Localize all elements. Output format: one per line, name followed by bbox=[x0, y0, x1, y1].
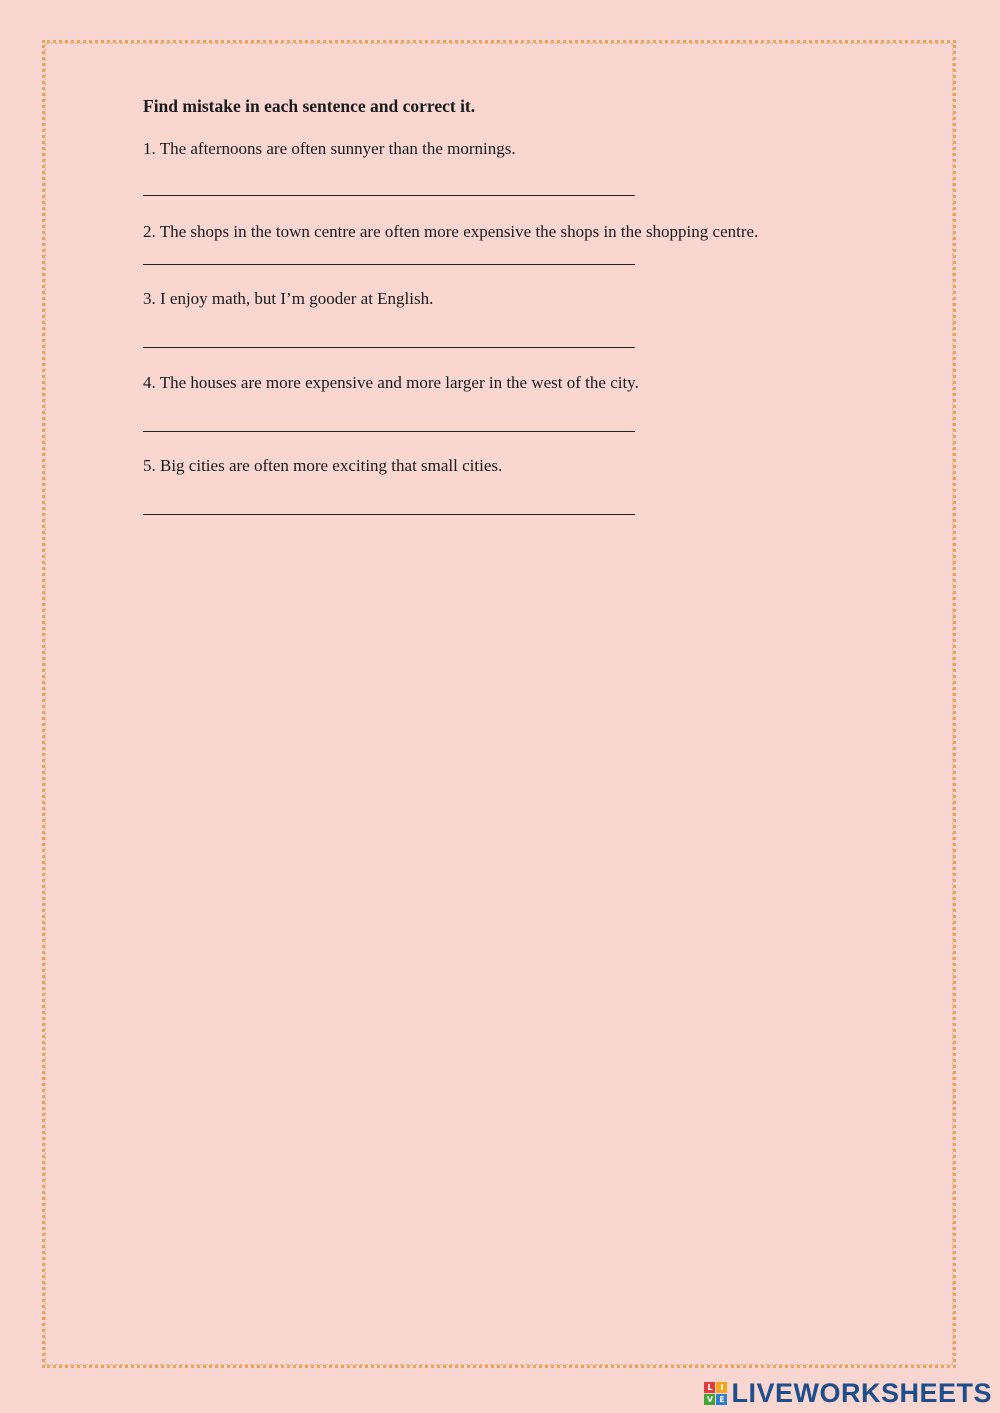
answer-line-2[interactable] bbox=[143, 264, 635, 265]
logo-letter-i: I bbox=[716, 1382, 727, 1393]
question-2: 2. The shops in the town centre are often more expensive the shops in the shopping centre. bbox=[143, 222, 759, 241]
liveworksheets-logo bbox=[704, 1378, 992, 1409]
logo-letter-l: L bbox=[704, 1382, 715, 1393]
question-1: 1. The afternoons are often sunnyer than the mornings. bbox=[143, 139, 516, 158]
question-5: 5. Big cities are often more exciting that small cities. bbox=[143, 456, 503, 475]
worksheet bbox=[143, 94, 903, 475]
answer-line-5[interactable] bbox=[143, 514, 635, 515]
logo-icon bbox=[704, 1382, 727, 1405]
logo-letter-v: V bbox=[704, 1394, 715, 1405]
logo-wordmark: LIVEWORKSHEETS bbox=[731, 1378, 992, 1408]
answer-line-3[interactable] bbox=[143, 347, 635, 348]
worksheet-instructions: Find mistake in each sentence and correct it. bbox=[143, 96, 476, 116]
answer-line-1[interactable] bbox=[143, 195, 635, 196]
question-3: 3. I enjoy math, but I’m gooder at English. bbox=[143, 289, 434, 308]
logo-letter-e: E bbox=[716, 1394, 727, 1405]
answer-line-4[interactable] bbox=[143, 431, 635, 432]
question-4: 4. The houses are more expensive and more larger in the west of the city. bbox=[143, 373, 639, 392]
